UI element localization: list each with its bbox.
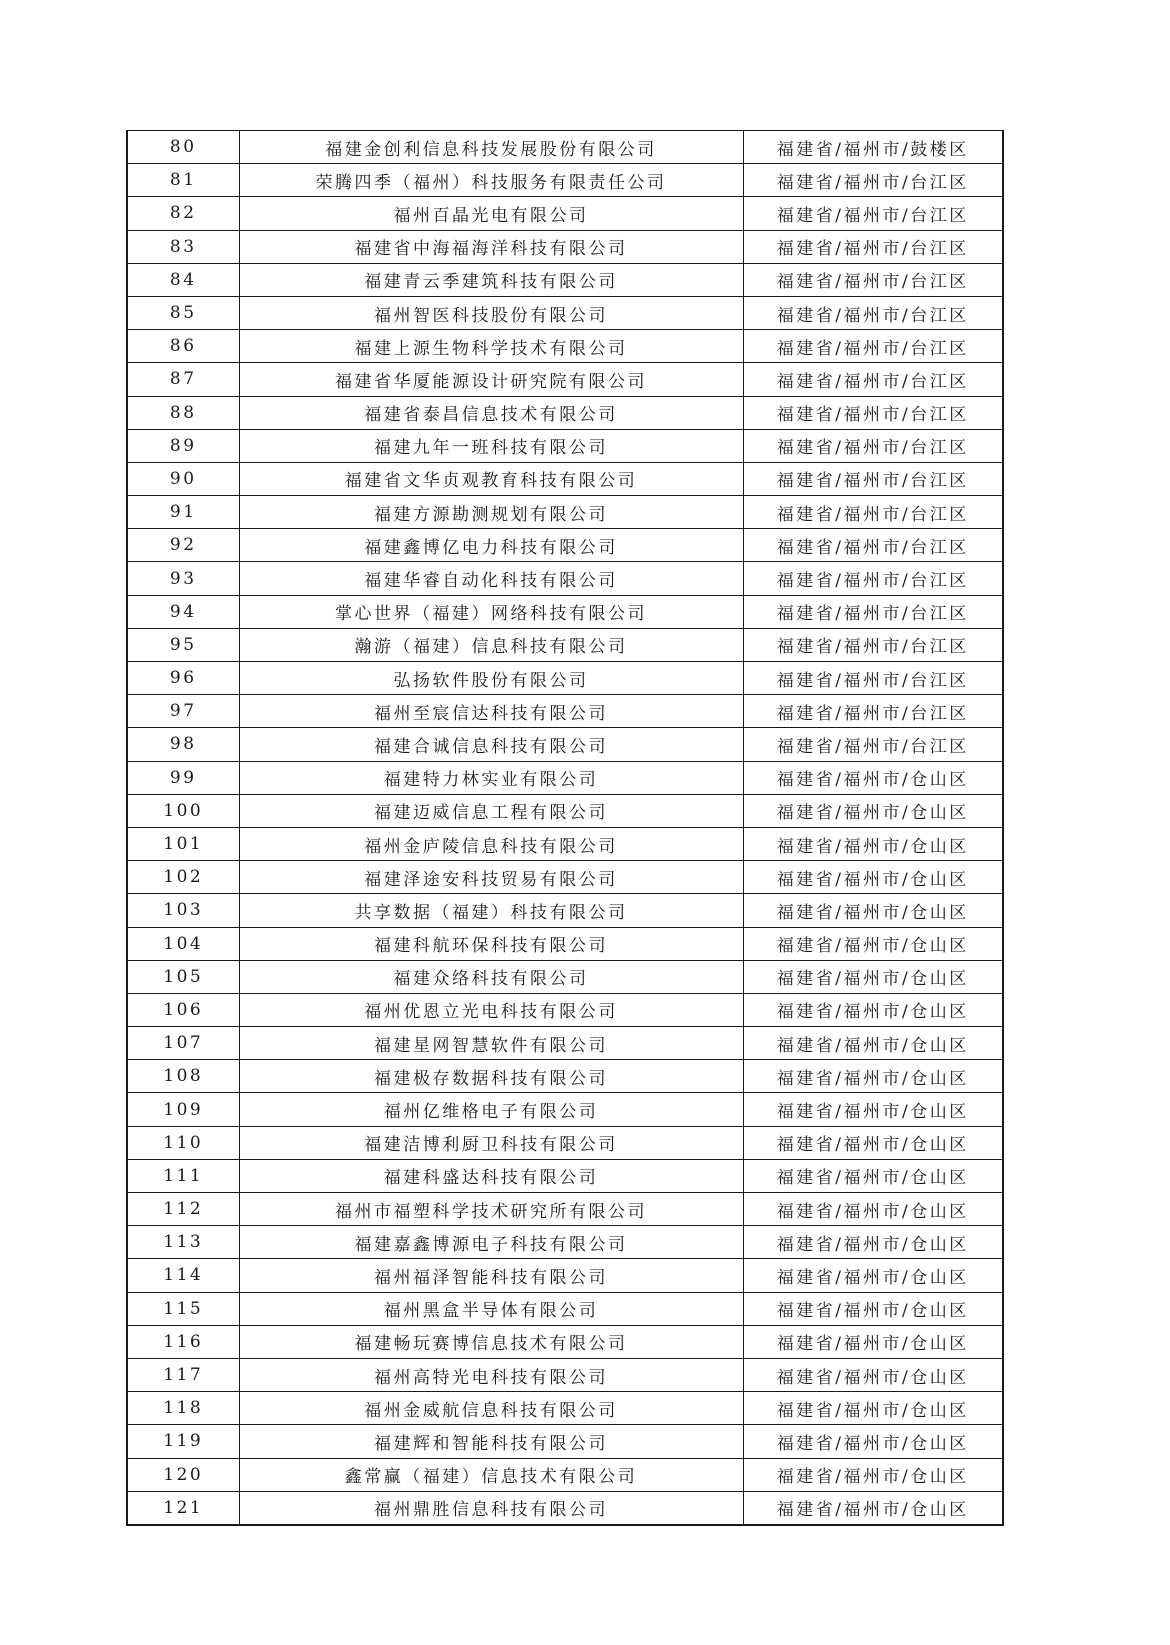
region-cell: 福建省/福州市/仓山区 (743, 1193, 1003, 1226)
table-row (127, 628, 1003, 661)
row-number-cell: 90 (127, 462, 239, 495)
company-name-cell: 福建合诚信息科技有限公司 (239, 728, 743, 761)
row-number-cell: 115 (127, 1292, 239, 1325)
region-cell: 福建省/福州市/仓山区 (743, 827, 1003, 860)
table-row (127, 496, 1003, 529)
company-name-cell: 福建辉和智能科技有限公司 (239, 1425, 743, 1458)
company-name-cell: 福建华睿自动化科技有限公司 (239, 562, 743, 595)
table-row (127, 1226, 1003, 1259)
row-number-cell: 97 (127, 695, 239, 728)
company-name-cell: 福州百晶光电有限公司 (239, 197, 743, 230)
table-row (127, 1358, 1003, 1391)
region-cell: 福建省/福州市/仓山区 (743, 794, 1003, 827)
row-number-cell: 88 (127, 396, 239, 429)
region-cell: 福建省/福州市/仓山区 (743, 1325, 1003, 1358)
region-cell: 福建省/福州市/仓山区 (743, 927, 1003, 960)
table-row (127, 960, 1003, 993)
region-cell: 福建省/福州市/仓山区 (743, 1159, 1003, 1192)
row-number-cell: 100 (127, 794, 239, 827)
company-name-cell: 福州亿维格电子有限公司 (239, 1093, 743, 1126)
region-cell: 福建省/福州市/鼓楼区 (743, 131, 1003, 164)
region-cell: 福建省/福州市/仓山区 (743, 1458, 1003, 1491)
row-number-cell: 109 (127, 1093, 239, 1126)
table-row (127, 263, 1003, 296)
table-row (127, 761, 1003, 794)
region-cell: 福建省/福州市/台江区 (743, 628, 1003, 661)
region-cell: 福建省/福州市/仓山区 (743, 960, 1003, 993)
row-number-cell: 89 (127, 429, 239, 462)
row-number-cell: 101 (127, 827, 239, 860)
table-row (127, 230, 1003, 263)
row-number-cell: 117 (127, 1358, 239, 1391)
company-name-cell: 福建省文华贞观教育科技有限公司 (239, 462, 743, 495)
table-row (127, 728, 1003, 761)
company-name-cell: 福建迈威信息工程有限公司 (239, 794, 743, 827)
row-number-cell: 104 (127, 927, 239, 960)
company-name-cell: 福州黑盒半导体有限公司 (239, 1292, 743, 1325)
table-row (127, 197, 1003, 230)
company-name-cell: 福建畅玩赛博信息技术有限公司 (239, 1325, 743, 1358)
company-name-cell: 福建省泰昌信息技术有限公司 (239, 396, 743, 429)
row-number-cell: 106 (127, 993, 239, 1026)
company-name-cell: 弘扬软件股份有限公司 (239, 662, 743, 695)
row-number-cell: 98 (127, 728, 239, 761)
row-number-cell: 91 (127, 496, 239, 529)
company-name-cell: 福建方源勘测规划有限公司 (239, 496, 743, 529)
region-cell: 福建省/福州市/台江区 (743, 496, 1003, 529)
region-cell: 福建省/福州市/仓山区 (743, 993, 1003, 1026)
table-row (127, 1027, 1003, 1060)
table-row (127, 595, 1003, 628)
region-cell: 福建省/福州市/仓山区 (743, 1093, 1003, 1126)
table-row (127, 330, 1003, 363)
table-row (127, 993, 1003, 1026)
row-number-cell: 118 (127, 1392, 239, 1425)
table-row (127, 861, 1003, 894)
company-name-cell: 福州高特光电科技有限公司 (239, 1358, 743, 1391)
company-name-cell: 福州优恩立光电科技有限公司 (239, 993, 743, 1026)
company-name-cell: 福建洁博利厨卫科技有限公司 (239, 1126, 743, 1159)
region-cell: 福建省/福州市/台江区 (743, 562, 1003, 595)
region-cell: 福建省/福州市/台江区 (743, 462, 1003, 495)
row-number-cell: 107 (127, 1027, 239, 1060)
company-name-cell: 福建极存数据科技有限公司 (239, 1060, 743, 1093)
region-cell: 福建省/福州市/台江区 (743, 263, 1003, 296)
company-name-cell: 福建省中海福海洋科技有限公司 (239, 230, 743, 263)
table-row (127, 1193, 1003, 1226)
row-number-cell: 85 (127, 296, 239, 329)
company-name-cell: 福建省华厦能源设计研究院有限公司 (239, 363, 743, 396)
company-name-cell: 掌心世界（福建）网络科技有限公司 (239, 595, 743, 628)
region-cell: 福建省/福州市/台江区 (743, 197, 1003, 230)
region-cell: 福建省/福州市/仓山区 (743, 1358, 1003, 1391)
company-name-cell: 福建嘉鑫博源电子科技有限公司 (239, 1226, 743, 1259)
company-name-cell: 福建特力林实业有限公司 (239, 761, 743, 794)
table-row (127, 1159, 1003, 1192)
table-row (127, 695, 1003, 728)
region-cell: 福建省/福州市/台江区 (743, 330, 1003, 363)
row-number-cell: 112 (127, 1193, 239, 1226)
region-cell: 福建省/福州市/台江区 (743, 396, 1003, 429)
table-row (127, 131, 1003, 164)
region-cell: 福建省/福州市/仓山区 (743, 1126, 1003, 1159)
row-number-cell: 87 (127, 363, 239, 396)
row-number-cell: 81 (127, 164, 239, 197)
row-number-cell: 80 (127, 131, 239, 164)
table-row (127, 164, 1003, 197)
company-name-cell: 福州鼎胜信息科技有限公司 (239, 1491, 743, 1525)
table-row (127, 794, 1003, 827)
company-name-cell: 福建科盛达科技有限公司 (239, 1159, 743, 1192)
row-number-cell: 121 (127, 1491, 239, 1525)
table-row (127, 462, 1003, 495)
row-number-cell: 103 (127, 894, 239, 927)
table-row (127, 927, 1003, 960)
row-number-cell: 86 (127, 330, 239, 363)
row-number-cell: 116 (127, 1325, 239, 1358)
region-cell: 福建省/福州市/仓山区 (743, 761, 1003, 794)
table-row (127, 1060, 1003, 1093)
region-cell: 福建省/福州市/台江区 (743, 363, 1003, 396)
company-name-cell: 鑫常赢（福建）信息技术有限公司 (239, 1458, 743, 1491)
table-row (127, 1392, 1003, 1425)
table-row (127, 827, 1003, 860)
region-cell: 福建省/福州市/仓山区 (743, 1259, 1003, 1292)
row-number-cell: 110 (127, 1126, 239, 1159)
company-name-cell: 福州金庐陵信息科技有限公司 (239, 827, 743, 860)
region-cell: 福建省/福州市/台江区 (743, 728, 1003, 761)
table-row (127, 1292, 1003, 1325)
table-row (127, 1259, 1003, 1292)
region-cell: 福建省/福州市/仓山区 (743, 861, 1003, 894)
row-number-cell: 99 (127, 761, 239, 794)
row-number-cell: 114 (127, 1259, 239, 1292)
region-cell: 福建省/福州市/台江区 (743, 529, 1003, 562)
company-name-cell: 福州金威航信息科技有限公司 (239, 1392, 743, 1425)
company-name-cell: 福建众络科技有限公司 (239, 960, 743, 993)
region-cell: 福建省/福州市/仓山区 (743, 1226, 1003, 1259)
region-cell: 福建省/福州市/台江区 (743, 164, 1003, 197)
region-cell: 福建省/福州市/仓山区 (743, 1491, 1003, 1525)
region-cell: 福建省/福州市/仓山区 (743, 1392, 1003, 1425)
company-name-cell: 福州智医科技股份有限公司 (239, 296, 743, 329)
region-cell: 福建省/福州市/台江区 (743, 230, 1003, 263)
row-number-cell: 105 (127, 960, 239, 993)
company-list-table (126, 130, 1004, 1526)
region-cell: 福建省/福州市/台江区 (743, 429, 1003, 462)
row-number-cell: 94 (127, 595, 239, 628)
table-row (127, 429, 1003, 462)
row-number-cell: 93 (127, 562, 239, 595)
company-name-cell: 福建九年一班科技有限公司 (239, 429, 743, 462)
region-cell: 福建省/福州市/台江区 (743, 662, 1003, 695)
company-name-cell: 瀚游（福建）信息科技有限公司 (239, 628, 743, 661)
region-cell: 福建省/福州市/台江区 (743, 695, 1003, 728)
company-name-cell: 福州市福塑科学技术研究所有限公司 (239, 1193, 743, 1226)
region-cell: 福建省/福州市/仓山区 (743, 1027, 1003, 1060)
region-cell: 福建省/福州市/仓山区 (743, 894, 1003, 927)
region-cell: 福建省/福州市/仓山区 (743, 1060, 1003, 1093)
row-number-cell: 95 (127, 628, 239, 661)
region-cell: 福建省/福州市/台江区 (743, 595, 1003, 628)
company-name-cell: 福建泽途安科技贸易有限公司 (239, 861, 743, 894)
table-row (127, 894, 1003, 927)
region-cell: 福建省/福州市/仓山区 (743, 1292, 1003, 1325)
table-row (127, 662, 1003, 695)
row-number-cell: 96 (127, 662, 239, 695)
company-name-cell: 福建科航环保科技有限公司 (239, 927, 743, 960)
company-name-cell: 共享数据（福建）科技有限公司 (239, 894, 743, 927)
row-number-cell: 119 (127, 1425, 239, 1458)
region-cell: 福建省/福州市/仓山区 (743, 1425, 1003, 1458)
row-number-cell: 92 (127, 529, 239, 562)
row-number-cell: 111 (127, 1159, 239, 1192)
table-row (127, 1093, 1003, 1126)
region-cell: 福建省/福州市/台江区 (743, 296, 1003, 329)
table-row (127, 529, 1003, 562)
row-number-cell: 82 (127, 197, 239, 230)
company-name-cell: 福州福泽智能科技有限公司 (239, 1259, 743, 1292)
table-row (127, 1126, 1003, 1159)
row-number-cell: 113 (127, 1226, 239, 1259)
table-row (127, 1458, 1003, 1491)
row-number-cell: 84 (127, 263, 239, 296)
table-row (127, 1325, 1003, 1358)
table-row (127, 296, 1003, 329)
table-row (127, 1425, 1003, 1458)
row-number-cell: 83 (127, 230, 239, 263)
table-row (127, 562, 1003, 595)
table-row (127, 396, 1003, 429)
company-name-cell: 荣腾四季（福州）科技服务有限责任公司 (239, 164, 743, 197)
company-name-cell: 福建上源生物科学技术有限公司 (239, 330, 743, 363)
company-name-cell: 福建鑫博亿电力科技有限公司 (239, 529, 743, 562)
table-body (127, 131, 1003, 1525)
row-number-cell: 102 (127, 861, 239, 894)
row-number-cell: 120 (127, 1458, 239, 1491)
table-row (127, 363, 1003, 396)
company-name-cell: 福建星网智慧软件有限公司 (239, 1027, 743, 1060)
row-number-cell: 108 (127, 1060, 239, 1093)
company-name-cell: 福州至宸信达科技有限公司 (239, 695, 743, 728)
table-row (127, 1491, 1003, 1525)
company-name-cell: 福建青云季建筑科技有限公司 (239, 263, 743, 296)
company-name-cell: 福建金创利信息科技发展股份有限公司 (239, 131, 743, 164)
